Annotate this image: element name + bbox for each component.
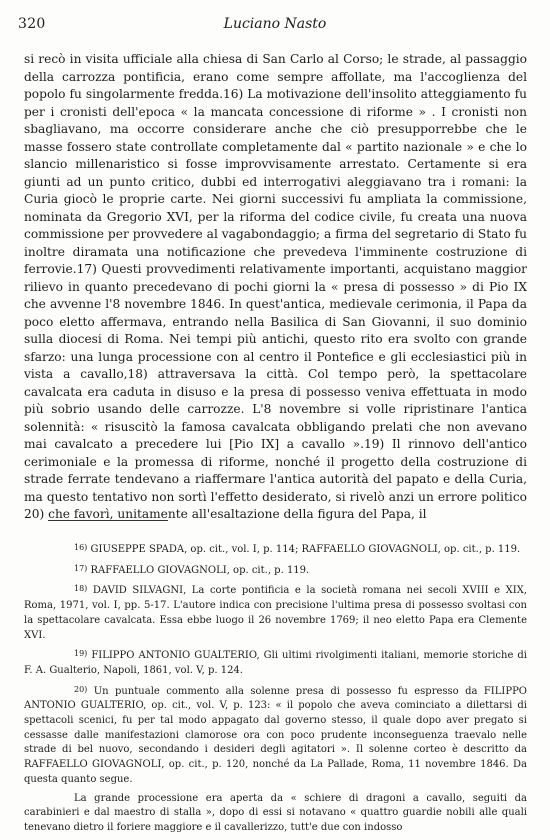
footnote-text: RAFFAELLO GIOVAGNOLI, op. cit., p. 119. [90,564,310,576]
footnote-16 [24,541,527,558]
page-number: 320 [18,16,46,32]
footnotes [24,541,527,840]
footnote-text: GIUSEPPE SPADA, op. cit., vol. I, p. 114; RAFFAELLO GIOVAGNOLI, op. cit., p. 119. [90,544,521,555]
footnote-number: 18) [74,584,88,594]
footnote-number: 17) [74,563,88,573]
footnote-separator [48,520,168,521]
footnote-17 [24,562,527,579]
footnote-18 [24,582,527,643]
footnote-20 [24,683,527,788]
footnote-text: DAVID SILVAGNI, La corte pontificia e la società romana nei secoli XVIII e XIX, Roma, 1971, vol. I, pp. 5-17. L'autore indica con precisione l'ultima presa di possesso svoltasi con la spettacolare cavalcata. Essa ebbe luogo il 26 novembre 1769; il neo eletto Papa era Clemente XVI. [24,585,527,641]
footnote-text: FILIPPO ANTONIO GUALTERIO, Gli ultimi rivolgimenti italiani, memorie storiche di F. A. Gualterio, Napoli, 1861, vol. V, p. 124. [24,650,527,676]
main-text [24,51,527,524]
footnote-number: 20) [74,684,88,694]
body-paragraph: si recò in visita ufficiale alla chiesa di San Carlo al Corso; le strade, al passaggio della carrozza pontificia, erano come sempre affollate, ma l'accoglienza del popolo fu singolarmente fredda.16) La motivazione dell'insolito atteggiamento fu per i cronisti dell'epoca « la mancata concessione di riforme » . I cronisti non sbagliavano, ma occorre considerare anche che ciò presupporrebbe che le masse fossero state controllate completamente dal « partito nazionale » e che lo slancio millenaristico si fosse improvvisamente arrestato. Certamente si era giunti ad un punto critico, dubbi ed interrogativi aleggiavano tra i romani: la Curia giocò le proprie carte. Nei giorni successivi fu ampliata la commissione, nominata da Gregorio XVI, per la riforma del codice civile, fu creata una nuova commissione per provvedere al vagabondaggio; a firma del segretario di Stato fu inoltre diramata una notificazione che prevedeva l'imminente costruzione di ferrovie.17) Questi provvedimenti relativamente importanti, acquistano maggior rilievo in quanto precedevano di pochi giorni la « presa di possesso » di Pio IX che avvenne l'8 novembre 1846. In quest'antica, medievale cerimonia, il Papa da poco eletto affermava, entrando nella Basilica di San Giovanni, il suo dominio sulla diocesi di Roma. Nei tempi più antichi, questo rito era svolto con grande sfarzo: una lunga processione con al centro il Pontefice e gli ecclesiastici più in vista a cavallo,18) attraversava la città. Col tempo però, la spettacolare cavalcata era caduta in disuso e la presa di possesso veniva effettuata in modo più sobrio usando delle carrozze. L'8 novembre si volle ripristinare l'antica solennità: « risuscitò la famosa cavalcata obbligando prelati che non avevano mai cavalcato a precedere lui [Pio IX] a cavallo ».19) Il rinnovo dell'antico cerimoniale e la promessa di riforme, nonché il progetto della costruzione di strade ferrate tendevano a riaffermare l'antica autorità del papato e della Curia, ma questo tentativo non sortì l'effetto desiderato, si rivelò anzi un errore politico 20) che favorì, unitamente all'esaltazione della figura del Papa, il [24,52,527,521]
footnote-number: 16) [74,543,88,552]
footnote-number: 19) [74,649,88,659]
footnote-19 [24,647,527,678]
running-head: Luciano Nasto [223,16,327,32]
footnote-continuation: La grande processione era aperta da « schiere di dragoni a cavallo, seguiti da carabinieri e dal maestro di stalla », dopo di essi si notavano « quattro guardie nobili alle quali tenevano dietro il foriere maggiore e il cavallerizzo, tutt'e due con indosso [24,792,527,833]
footnote-text: Un puntuale commento alla solenne presa di possesso fu espresso da FILIPPO ANTONIO GUALTERIO, op. cit., vol. V, p. 123: « il popolo che aveva cominciato a dilettarsi di spettacoli scenici, fu per tal modo appagato dal governo stesso, il quale dopo aver pregato si cessasse dalle manifestazioni clamorose ora con poco prudente inconseguenza traevalo nelle strade di bel nuovo, secondando i desideri degli agitatori ». Il solenne corteo è descritto da RAFFAELLO GIOVAGNOLI, op. cit., p. 120, nonché da La Pallade, Roma, 11 novembre 1846. Da questa quanto segue. [24,685,527,785]
